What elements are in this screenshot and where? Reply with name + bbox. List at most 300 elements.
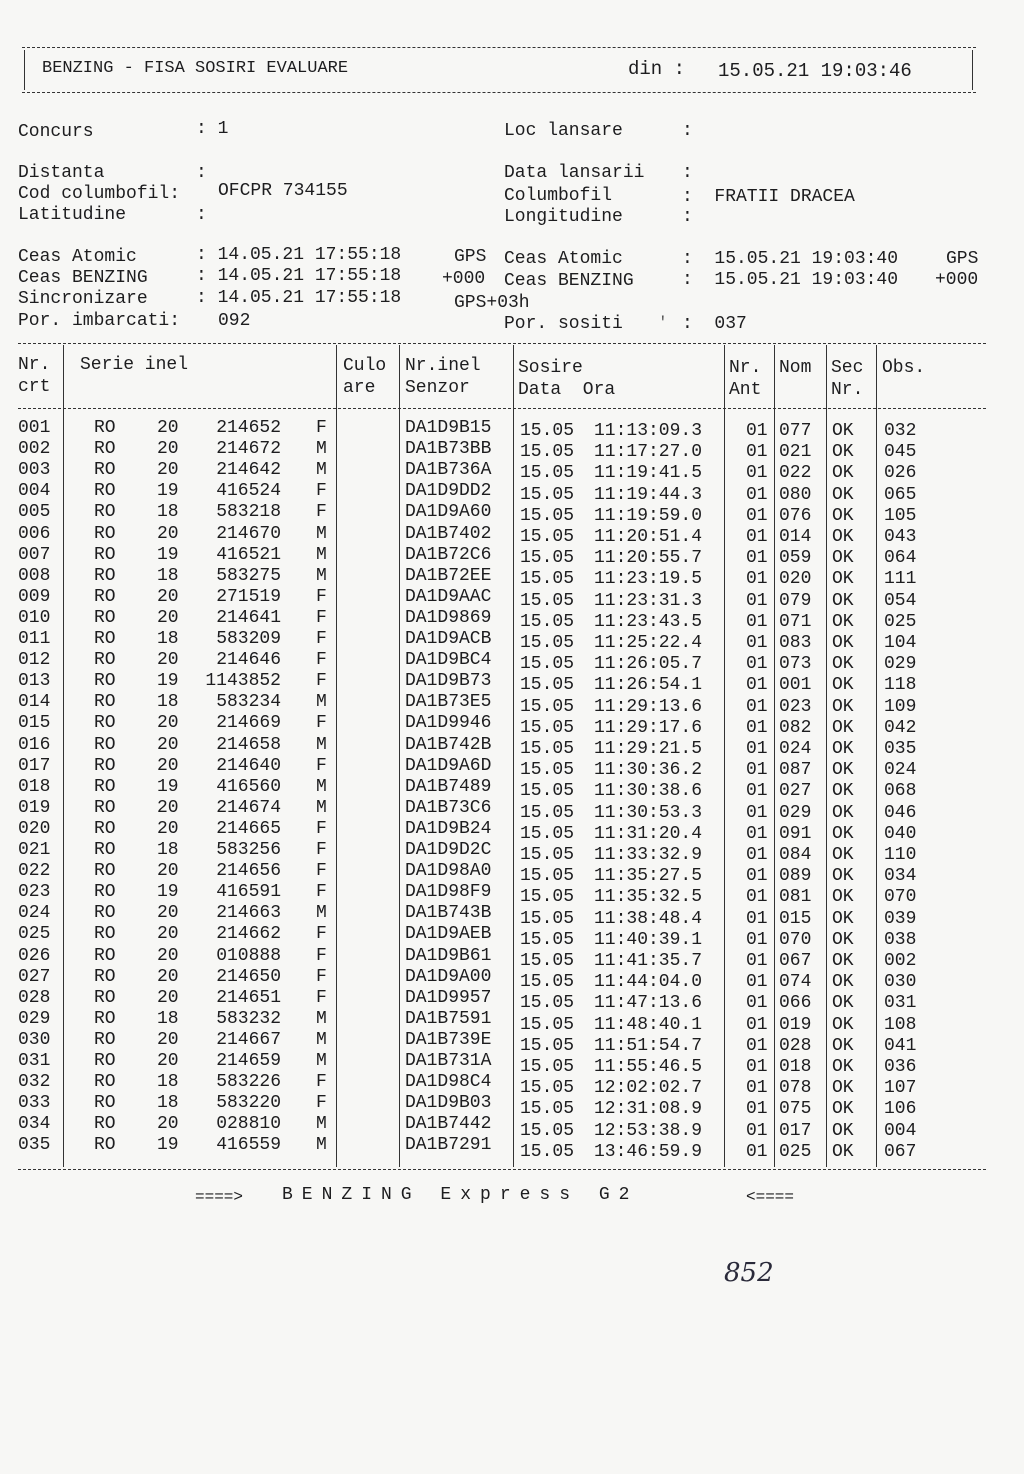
cell-nom: 066 — [779, 993, 812, 1014]
cell-ant: 01 — [746, 929, 768, 950]
cell-sex: M — [316, 797, 327, 818]
cell-an: 20 — [157, 1051, 179, 1071]
cell-ora: 13:46:59.9 — [594, 1141, 703, 1162]
cell-tara: RO — [94, 1029, 116, 1050]
cell-inel: 583226 — [216, 1072, 281, 1093]
cell-sex: F — [316, 650, 327, 671]
cell-sex: F — [316, 987, 327, 1008]
cell-nom: 025 — [779, 1141, 812, 1162]
cell-ora: 12:02:02.7 — [594, 1078, 703, 1099]
footer-left-arrow: ====> — [195, 1188, 244, 1206]
cell-sec: OK — [832, 1141, 854, 1162]
sincronizare-value: : 14.05.21 17:55:18 — [196, 288, 402, 308]
cell-nom: 081 — [779, 887, 812, 908]
cell-sec: OK — [832, 951, 854, 971]
cell-sex: F — [316, 502, 327, 523]
cell-inel: 214650 — [216, 966, 281, 987]
por-sositi-value: : 037 — [682, 314, 747, 334]
cell-ant: 01 — [746, 505, 768, 526]
cell-nom: 082 — [779, 717, 812, 738]
col-divider-culoare — [399, 345, 400, 1167]
cell-senzor: DA1B7291 — [405, 1135, 492, 1156]
cell-nr: 033 — [18, 1093, 51, 1114]
cell-inel: 271519 — [216, 586, 281, 607]
cell-ora: 11:19:41.5 — [594, 463, 703, 484]
cell-ora: 11:23:31.3 — [594, 590, 703, 611]
cell-ora: 11:31:20.4 — [594, 823, 703, 844]
cell-sex: F — [316, 1093, 327, 1114]
header-senzor-2: Senzor — [405, 378, 470, 398]
left-ceas-atomic-suffix: GPS — [454, 247, 487, 267]
cell-inel: 214658 — [216, 734, 281, 755]
left-ceas-benzing-value: : 14.05.21 17:55:18 — [196, 266, 402, 286]
cell-obs: 106 — [884, 1099, 917, 1120]
cell-obs: 068 — [884, 781, 917, 802]
data-lansarii-value: : — [682, 163, 693, 183]
cell-sec: OK — [832, 866, 854, 887]
cell-sex: F — [316, 607, 327, 628]
cell-an: 19 — [157, 882, 179, 903]
cell-ant: 01 — [746, 760, 768, 781]
cell-an: 20 — [157, 607, 179, 628]
col-divider-sosire — [724, 345, 725, 1167]
table-top-rule — [18, 343, 986, 344]
cell-sec: OK — [832, 781, 854, 802]
cell-nr: 007 — [18, 544, 51, 565]
cell-ora: 11:29:17.6 — [594, 717, 703, 738]
cell-tara: RO — [94, 945, 116, 966]
cell-ant: 01 — [746, 781, 768, 802]
cell-senzor: DA1B7591 — [405, 1008, 492, 1029]
cell-inel: 583218 — [216, 502, 281, 523]
cell-senzor: DA1D9DD2 — [405, 481, 492, 502]
cell-ant: 01 — [746, 845, 768, 865]
cell-nom: 087 — [779, 760, 812, 781]
cell-tara: RO — [94, 607, 116, 628]
cell-an: 18 — [157, 692, 179, 713]
cell-sec: OK — [832, 654, 854, 675]
distanta-value: : — [196, 163, 207, 183]
cell-ora: 11:23:19.5 — [594, 569, 703, 590]
cell-inel: 214672 — [216, 439, 281, 460]
cell-sec: OK — [832, 505, 854, 526]
columbofil-value: : FRATII DRACEA — [682, 187, 855, 207]
cell-nr: 014 — [18, 692, 51, 713]
cell-sex: F — [316, 966, 327, 987]
cell-nom: 080 — [779, 484, 812, 505]
cell-an: 18 — [157, 1093, 179, 1114]
concurs-value: : 1 — [196, 119, 229, 139]
cell-senzor: DA1D9B03 — [405, 1093, 492, 1114]
cell-senzor: DA1D98C4 — [405, 1072, 492, 1093]
cell-an: 20 — [157, 797, 179, 818]
cell-sex: F — [316, 481, 327, 502]
cell-ora: 11:17:27.0 — [594, 442, 703, 463]
columbofil-label: Columbofil — [504, 186, 613, 206]
cell-ora: 11:30:36.2 — [594, 760, 703, 781]
cell-tara: RO — [94, 903, 116, 924]
latitudine-value: : — [196, 205, 207, 225]
date-label: din : — [628, 58, 686, 80]
cell-ant: 01 — [746, 569, 768, 590]
cell-nom: 079 — [779, 590, 812, 611]
cell-senzor: DA1D9B61 — [405, 945, 492, 966]
cell-sec: OK — [832, 1120, 854, 1141]
cell-ant: 01 — [746, 1120, 768, 1141]
cell-an: 20 — [157, 1029, 179, 1050]
cell-inel: 416560 — [216, 776, 281, 797]
cell-inel: 214662 — [216, 924, 281, 945]
cell-senzor: DA1B72EE — [405, 565, 492, 586]
cell-inel: 583234 — [216, 692, 281, 713]
cell-nr: 026 — [18, 945, 51, 966]
header-sosire-2: Data Ora — [518, 380, 616, 400]
cell-an: 18 — [157, 1072, 179, 1093]
cell-nr: 018 — [18, 776, 51, 797]
cell-nr: 024 — [18, 903, 51, 924]
cell-data: 15.05 — [520, 951, 575, 971]
cell-sex: M — [316, 1135, 327, 1156]
cell-ora: 11:35:27.5 — [594, 866, 703, 887]
cell-ora: 11:19:59.0 — [594, 505, 703, 526]
cell-sex: F — [316, 418, 327, 438]
cell-sex: F — [316, 861, 327, 882]
cell-tara: RO — [94, 481, 116, 502]
cell-inel: 416591 — [216, 882, 281, 903]
cell-sec: OK — [832, 463, 854, 484]
por-imbarcati-label: Por. imbarcati: — [18, 311, 181, 331]
distanta-label: Distanta — [18, 163, 105, 183]
cell-ant: 01 — [746, 527, 768, 547]
cell-inel: 214646 — [216, 650, 281, 671]
footer-brand: BENZING Express G2 — [282, 1185, 639, 1205]
cell-nom: 028 — [779, 1035, 812, 1056]
cell-data: 15.05 — [520, 1057, 575, 1077]
cell-obs: 032 — [884, 421, 917, 441]
cell-tara: RO — [94, 1093, 116, 1114]
right-ceas-benzing-value: : 15.05.21 19:03:40 — [682, 270, 899, 290]
cell-data: 15.05 — [520, 1035, 575, 1056]
cell-nr: 023 — [18, 882, 51, 903]
cell-sex: F — [316, 882, 327, 903]
cell-obs: 108 — [884, 1014, 917, 1035]
cell-nom: 077 — [779, 421, 812, 441]
cell-ora: 11:41:35.7 — [594, 951, 703, 971]
cell-data: 15.05 — [520, 1014, 575, 1035]
cell-data: 15.05 — [520, 781, 575, 802]
cell-an: 20 — [157, 924, 179, 945]
cell-obs: 105 — [884, 505, 917, 526]
cell-sec: OK — [832, 590, 854, 611]
cell-an: 20 — [157, 903, 179, 924]
cell-ant: 01 — [746, 717, 768, 738]
cell-senzor: DA1D9AAC — [405, 586, 492, 607]
cell-senzor: DA1B736A — [405, 460, 492, 481]
por-sositi-label: Por. sositi — [504, 314, 623, 334]
cell-sec: OK — [832, 972, 854, 993]
cell-nom: 091 — [779, 823, 812, 844]
cell-data: 15.05 — [520, 1078, 575, 1099]
cell-nom: 014 — [779, 527, 812, 547]
cell-data: 15.05 — [520, 548, 575, 569]
cell-nr: 020 — [18, 818, 51, 839]
cell-tara: RO — [94, 1051, 116, 1071]
cell-ora: 11:51:54.7 — [594, 1035, 703, 1056]
cell-obs: 042 — [884, 717, 917, 738]
cell-ora: 11:20:51.4 — [594, 527, 703, 547]
cell-nr: 011 — [18, 629, 51, 649]
cell-data: 15.05 — [520, 421, 575, 441]
cell-data: 15.05 — [520, 442, 575, 463]
cell-data: 15.05 — [520, 1120, 575, 1141]
cell-senzor: DA1B73BB — [405, 439, 492, 460]
cell-ora: 11:30:53.3 — [594, 802, 703, 823]
cell-ant: 01 — [746, 887, 768, 908]
cell-tara: RO — [94, 840, 116, 860]
cell-nr: 009 — [18, 586, 51, 607]
cell-tara: RO — [94, 692, 116, 713]
cell-data: 15.05 — [520, 1141, 575, 1162]
cell-inel: 416521 — [216, 544, 281, 565]
cell-ant: 01 — [746, 993, 768, 1014]
cell-data: 15.05 — [520, 887, 575, 908]
cell-ant: 01 — [746, 463, 768, 484]
cell-tara: RO — [94, 439, 116, 460]
cell-sec: OK — [832, 887, 854, 908]
cell-data: 15.05 — [520, 505, 575, 526]
longitudine-label: Longitudine — [504, 207, 623, 227]
cell-ora: 12:31:08.9 — [594, 1099, 703, 1120]
cell-sex: M — [316, 565, 327, 586]
cell-data: 15.05 — [520, 1099, 575, 1120]
cell-nr: 004 — [18, 481, 51, 502]
header-ant-2: Ant — [729, 380, 762, 400]
right-ceas-atomic-value: : 15.05.21 19:03:40 — [682, 249, 899, 269]
cell-ora: 11:26:54.1 — [594, 675, 703, 696]
cell-ora: 11:30:38.6 — [594, 781, 703, 802]
loc-lansare-value: : — [682, 121, 693, 141]
cell-an: 20 — [157, 439, 179, 460]
cell-ant: 01 — [746, 866, 768, 887]
cell-tara: RO — [94, 924, 116, 945]
cell-data: 15.05 — [520, 802, 575, 823]
col-divider-ant — [774, 345, 775, 1167]
cell-nr: 019 — [18, 797, 51, 818]
cell-obs: 064 — [884, 548, 917, 569]
cell-senzor: DA1D9BC4 — [405, 650, 492, 671]
cell-senzor: DA1D9B73 — [405, 671, 492, 692]
cell-ant: 01 — [746, 696, 768, 717]
cell-ant: 01 — [746, 908, 768, 929]
cell-an: 19 — [157, 481, 179, 502]
cell-ant: 01 — [746, 484, 768, 505]
col-divider-sec — [876, 345, 877, 1167]
cell-obs: 107 — [884, 1078, 917, 1099]
cell-sec: OK — [832, 527, 854, 547]
cell-sex: F — [316, 629, 327, 649]
cell-ant: 01 — [746, 675, 768, 696]
cod-columbofil-value: OFCPR 734155 — [218, 181, 348, 201]
cell-ant: 01 — [746, 1014, 768, 1035]
cell-sec: OK — [832, 421, 854, 441]
cell-nr: 021 — [18, 840, 51, 860]
header-nom: Nom — [779, 358, 812, 378]
cell-an: 20 — [157, 1114, 179, 1135]
cell-inel: 583256 — [216, 840, 281, 860]
cell-inel: 214651 — [216, 987, 281, 1008]
cell-ora: 11:20:55.7 — [594, 548, 703, 569]
cell-inel: 214663 — [216, 903, 281, 924]
header-culoare-1: Culo — [343, 356, 387, 376]
cell-an: 18 — [157, 1008, 179, 1029]
cell-an: 20 — [157, 818, 179, 839]
cell-sec: OK — [832, 1078, 854, 1099]
cell-nr: 015 — [18, 713, 51, 734]
cell-data: 15.05 — [520, 866, 575, 887]
cell-nr: 005 — [18, 502, 51, 523]
col-divider-nr — [63, 345, 64, 1167]
cell-senzor: DA1B7402 — [405, 523, 492, 544]
cell-obs: 054 — [884, 590, 917, 611]
cell-tara: RO — [94, 1072, 116, 1093]
cell-senzor: DA1B731A — [405, 1051, 492, 1071]
cell-tara: RO — [94, 776, 116, 797]
cell-sec: OK — [832, 845, 854, 865]
cell-ant: 01 — [746, 1035, 768, 1056]
cell-sec: OK — [832, 929, 854, 950]
cell-an: 20 — [157, 418, 179, 438]
cell-obs: 035 — [884, 739, 917, 759]
cell-tara: RO — [94, 734, 116, 755]
cell-nr: 030 — [18, 1029, 51, 1050]
cell-nom: 059 — [779, 548, 812, 569]
col-divider-serie — [336, 345, 337, 1167]
cell-sec: OK — [832, 823, 854, 844]
cell-sec: OK — [832, 675, 854, 696]
header-sec-1: Sec — [831, 358, 864, 378]
cell-sex: M — [316, 903, 327, 924]
cell-inel: 214652 — [216, 418, 281, 438]
cell-tara: RO — [94, 544, 116, 565]
cell-data: 15.05 — [520, 611, 575, 632]
cell-nr: 013 — [18, 671, 51, 692]
cell-nom: 015 — [779, 908, 812, 929]
por-imbarcati-value: 092 — [218, 311, 251, 331]
cell-inel: 214669 — [216, 713, 281, 734]
header-sosire-1: Sosire — [518, 358, 583, 378]
cell-sex: M — [316, 1008, 327, 1029]
cell-nom: 023 — [779, 696, 812, 717]
header-culoare-2: are — [343, 378, 376, 398]
left-ceas-atomic-label: Ceas Atomic — [18, 247, 137, 267]
cell-senzor: DA1B7489 — [405, 776, 492, 797]
cell-data: 15.05 — [520, 527, 575, 547]
cell-ant: 01 — [746, 972, 768, 993]
cell-senzor: DA1B743B — [405, 903, 492, 924]
cell-inel: 1143852 — [205, 671, 281, 692]
cell-obs: 070 — [884, 887, 917, 908]
cell-data: 15.05 — [520, 590, 575, 611]
cell-ant: 01 — [746, 1078, 768, 1099]
cell-inel: 214640 — [216, 755, 281, 776]
cell-nom: 029 — [779, 802, 812, 823]
cell-obs: 024 — [884, 760, 917, 781]
cell-obs: 026 — [884, 463, 917, 484]
cell-senzor: DA1D9957 — [405, 987, 492, 1008]
cell-an: 20 — [157, 650, 179, 671]
cell-tara: RO — [94, 1135, 116, 1156]
cell-an: 20 — [157, 861, 179, 882]
handwritten-note: 852 — [724, 1258, 774, 1288]
cell-senzor: DA1D9869 — [405, 607, 492, 628]
cell-tara: RO — [94, 460, 116, 481]
cell-nr: 012 — [18, 650, 51, 671]
cell-nom: 019 — [779, 1014, 812, 1035]
cell-sex: F — [316, 586, 327, 607]
sheet-title: BENZING - FISA SOSIRI EVALUARE — [42, 59, 349, 78]
cell-inel: 416524 — [216, 481, 281, 502]
cell-tara: RO — [94, 671, 116, 692]
cell-senzor: DA1D9D2C — [405, 840, 492, 860]
cell-inel: 214667 — [216, 1029, 281, 1050]
cell-tara: RO — [94, 565, 116, 586]
sincronizare-suffix: GPS+03h — [454, 293, 530, 313]
cell-sex: M — [316, 1029, 327, 1050]
cell-sec: OK — [832, 717, 854, 738]
cell-nr: 025 — [18, 924, 51, 945]
cell-data: 15.05 — [520, 484, 575, 505]
cell-ora: 11:29:21.5 — [594, 739, 703, 759]
cell-inel: 583232 — [216, 1008, 281, 1029]
left-ceas-benzing-suffix: +000 — [442, 269, 486, 289]
cell-an: 20 — [157, 586, 179, 607]
cell-an: 18 — [157, 502, 179, 523]
cell-data: 15.05 — [520, 845, 575, 865]
cell-sec: OK — [832, 548, 854, 569]
cell-obs: 110 — [884, 845, 917, 865]
cell-an: 20 — [157, 966, 179, 987]
cell-obs: 118 — [884, 675, 917, 696]
cell-obs: 002 — [884, 951, 917, 971]
cell-an: 19 — [157, 671, 179, 692]
cell-obs: 040 — [884, 823, 917, 844]
cell-an: 20 — [157, 734, 179, 755]
cell-sex: M — [316, 1051, 327, 1071]
cell-ora: 11:13:09.3 — [594, 421, 703, 441]
cell-obs: 029 — [884, 654, 917, 675]
left-ceas-atomic-value: : 14.05.21 17:55:18 — [196, 245, 402, 265]
cell-tara: RO — [94, 1008, 116, 1029]
cell-nom: 070 — [779, 929, 812, 950]
cell-sex: M — [316, 734, 327, 755]
concurs-label: Concurs — [18, 122, 94, 142]
cell-sex: F — [316, 924, 327, 945]
cell-nr: 006 — [18, 523, 51, 544]
cell-tara: RO — [94, 966, 116, 987]
cell-sex: F — [316, 945, 327, 966]
cell-obs: 041 — [884, 1035, 917, 1056]
cell-inel: 214642 — [216, 460, 281, 481]
cell-nom: 018 — [779, 1057, 812, 1077]
header-obs: Obs. — [882, 358, 926, 378]
cell-obs: 067 — [884, 1141, 917, 1162]
cell-nr: 003 — [18, 460, 51, 481]
header-sec-2: Nr. — [831, 380, 864, 400]
cell-senzor: DA1B73C6 — [405, 797, 492, 818]
cell-an: 18 — [157, 565, 179, 586]
cell-nom: 084 — [779, 845, 812, 865]
cell-nom: 021 — [779, 442, 812, 463]
